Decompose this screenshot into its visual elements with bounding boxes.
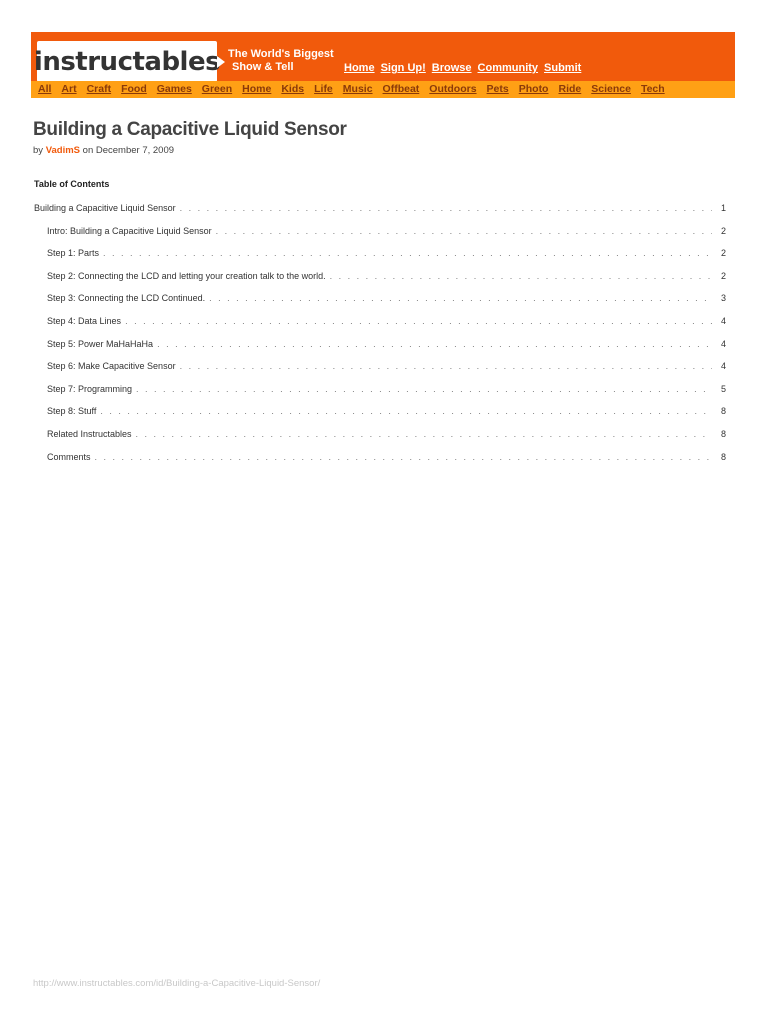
toc-item-page: 4 [720, 361, 726, 372]
category-green[interactable]: Green [201, 83, 233, 95]
tagline-line2: Show & Tell [232, 61, 294, 73]
toc-item[interactable] [34, 226, 726, 249]
toc-item[interactable] [34, 384, 726, 407]
toc-item-page: 8 [720, 451, 726, 462]
toc-item-page: 2 [720, 270, 726, 281]
nav-community-link[interactable]: Community [477, 62, 539, 74]
byline-prefix: by [33, 145, 44, 156]
toc-item[interactable] [34, 339, 726, 362]
nav-home-link[interactable]: Home [344, 62, 375, 74]
toc-item[interactable] [34, 406, 726, 429]
toc-item-page: 2 [720, 225, 726, 236]
toc-item-page: 3 [720, 293, 726, 304]
category-offbeat[interactable]: Offbeat [382, 83, 420, 95]
toc-item-label: Step 1: Parts [47, 248, 100, 259]
toc-item-page: 1 [720, 203, 726, 213]
toc-item-label: Step 3: Connecting the LCD Continued. [47, 293, 206, 304]
category-home[interactable]: Home [242, 83, 272, 95]
top-nav [344, 62, 581, 74]
table-of-contents [34, 203, 726, 474]
category-outdoors[interactable]: Outdoors [429, 83, 477, 95]
category-bar [31, 81, 735, 98]
nav-signup-link[interactable]: Sign Up! [380, 62, 426, 74]
category-life[interactable]: Life [314, 83, 333, 95]
toc-item-label: Step 7: Programming [47, 383, 133, 394]
toc-item-page: 4 [720, 315, 726, 326]
toc-item[interactable] [34, 429, 726, 452]
toc-leader-dots [100, 406, 712, 416]
toc-item-page: 4 [720, 338, 726, 349]
toc-leader-dots [216, 226, 712, 236]
category-games[interactable]: Games [156, 83, 192, 95]
category-art[interactable]: Art [61, 83, 77, 95]
toc-item-label: Building a Capacitive Liquid Sensor [34, 203, 176, 213]
logo-text: instructables [33, 46, 221, 77]
toc-item-label: Related Instructables [47, 428, 132, 439]
tagline-line1: The World's Biggest [228, 48, 334, 60]
toc-item-page: 8 [720, 428, 726, 439]
toc-item-page: 2 [720, 248, 726, 259]
category-ride[interactable]: Ride [558, 83, 582, 95]
toc-item[interactable] [34, 452, 726, 475]
site-header [31, 32, 735, 98]
nav-submit-link[interactable]: Submit [544, 62, 582, 74]
toc-leader-dots [136, 429, 712, 439]
toc-item-label: Intro: Building a Capacitive Liquid Sensor [47, 225, 212, 236]
category-science[interactable]: Science [591, 83, 631, 95]
publish-date: on December 7, 2009 [82, 145, 175, 156]
category-tech[interactable]: Tech [640, 83, 665, 95]
page-title: Building a Capacitive Liquid Sensor [33, 119, 347, 140]
toc-heading: Table of Contents [34, 179, 110, 189]
toc-item-page: 8 [720, 406, 726, 417]
category-pets[interactable]: Pets [486, 83, 509, 95]
toc-leader-dots [125, 316, 712, 326]
category-food[interactable]: Food [121, 83, 147, 95]
toc-leader-dots [157, 339, 712, 349]
toc-item-label: Step 6: Make Capacitive Sensor [47, 361, 176, 372]
footer-url[interactable]: http://www.instructables.com/id/Building-a-Capacitive-Liquid-Sensor/ [33, 978, 321, 989]
instructables-logo[interactable] [33, 41, 221, 82]
category-craft[interactable]: Craft [86, 83, 112, 95]
author-link[interactable]: VadimS [45, 145, 81, 156]
category-all[interactable]: All [38, 83, 52, 95]
toc-leader-dots [103, 248, 712, 258]
tagline [228, 48, 334, 74]
toc-leader-dots [209, 293, 712, 303]
toc-item-label: Step 8: Stuff [47, 406, 97, 417]
toc-item-label: Step 5: Power MaHaHaHa [47, 338, 154, 349]
toc-item-label: Comments [47, 451, 91, 462]
byline [33, 145, 174, 156]
toc-leader-dots [180, 203, 712, 213]
category-kids[interactable]: Kids [281, 83, 305, 95]
logo-pointer-icon [217, 56, 225, 68]
category-music[interactable]: Music [342, 83, 373, 95]
toc-item[interactable] [34, 203, 726, 226]
toc-item[interactable] [34, 361, 726, 384]
toc-leader-dots [180, 361, 712, 371]
toc-item[interactable] [34, 248, 726, 271]
toc-item-page: 5 [720, 383, 726, 394]
toc-leader-dots [95, 452, 712, 462]
toc-item-label: Step 2: Connecting the LCD and letting your creation talk to the world. [47, 270, 326, 281]
category-photo[interactable]: Photo [518, 83, 549, 95]
toc-item[interactable] [34, 293, 726, 316]
nav-browse-link[interactable]: Browse [431, 62, 472, 74]
category-nav [38, 83, 665, 95]
toc-leader-dots [330, 271, 712, 281]
toc-item[interactable] [34, 316, 726, 339]
toc-item-label: Step 4: Data Lines [47, 315, 122, 326]
toc-leader-dots [136, 384, 712, 394]
toc-item[interactable] [34, 271, 726, 294]
